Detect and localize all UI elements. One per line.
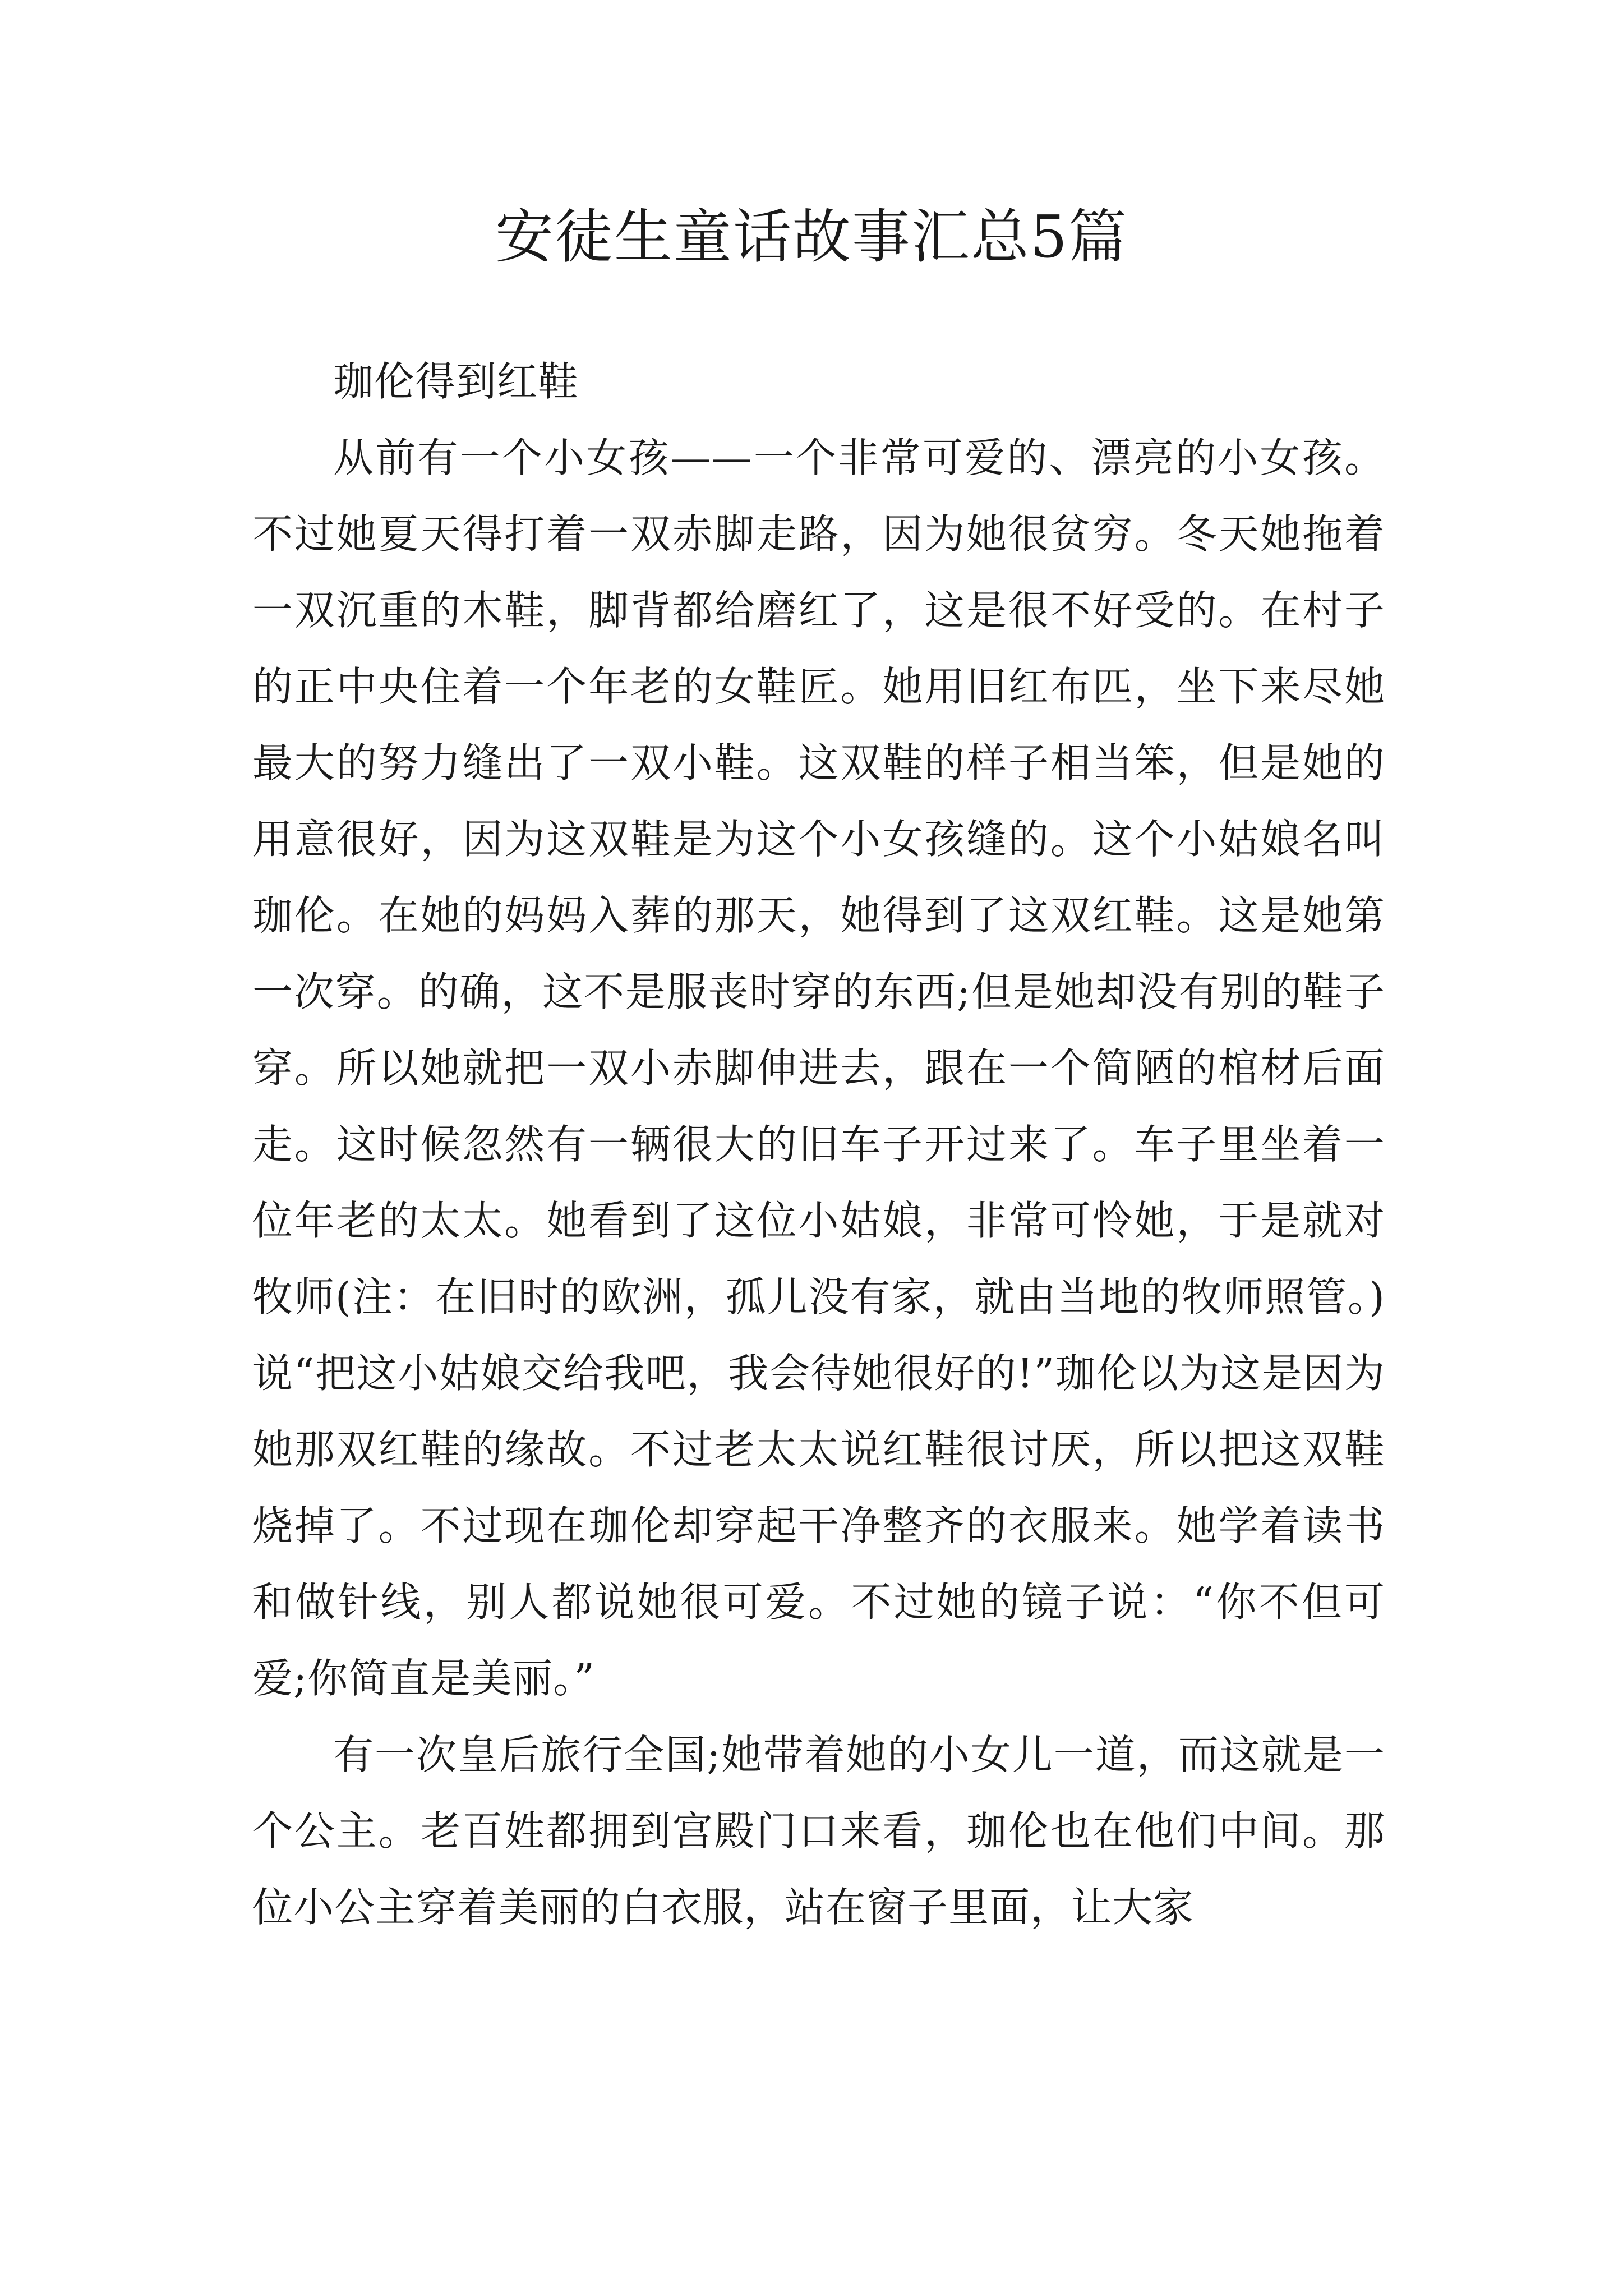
- paragraph: 从前有一个小女孩——一个非常可爱的、漂亮的小女孩。不过她夏天得打着一双赤脚走路，因为她很贫穷。冬天她拖着一双沉重的木鞋，脚背都给磨红了，这是很不好受的。在村子的正中央住着一个年老的女鞋匠。她用旧红布匹，坐下来尽她最大的努力缝出了一双小鞋。这双鞋的样子相当笨，但是她的用意很好，因为这双鞋是为这个小女孩缝的。这个小姑娘名叫珈伦。在她的妈妈入葬的那天，她得到了这双红鞋。这是她第一次穿。的确，这不是服丧时穿的东西;但是她却没有别的鞋子穿。所以她就把一双小赤脚伸进去，跟在一个简陋的棺材后面走。这时候忽然有一辆很大的旧车子开过来了。车子里坐着一位年老的太太。她看到了这位小姑娘，非常可怜她，于是就对牧师(注：在旧时的欧洲，孤儿没有家，就由当地的牧师照管。)说“把这小姑娘交给我吧，我会待她很好的!”珈伦以为这是因为她那双红鞋的缘故。不过老太太说红鞋很讨厌，所以把这双鞋烧掉了。不过现在珈伦却穿起干净整齐的衣服来。她学着读书和做针线，别人都说她很可爱。不过她的镜子说：“你不但可爱;你简直是美丽。”: [252, 434, 1385, 1702]
- section-heading: 珈伦得到红鞋: [333, 358, 579, 405]
- document-body: [252, 343, 1385, 1945]
- paragraph: 有一次皇后旅行全国;她带着她的小女儿一道，而这就是一个公主。老百姓都拥到宫殿门口来看，珈伦也在他们中间。那位小公主穿着美丽的白衣服，站在窗子里面，让大家: [252, 1731, 1385, 1931]
- document-title: 安徒生童话故事汇总5篇: [495, 203, 1128, 271]
